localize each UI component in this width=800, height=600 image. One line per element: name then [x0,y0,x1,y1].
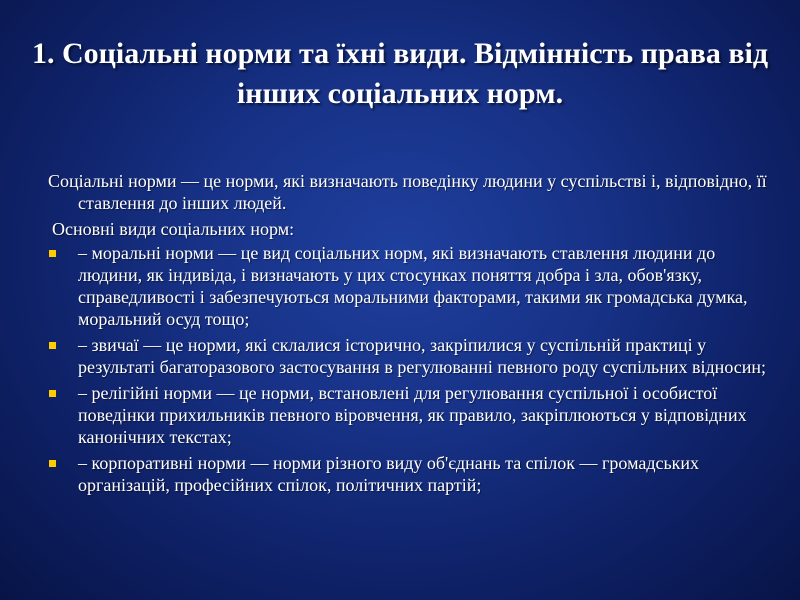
subheading: Основні види соціальних норм: [52,219,295,239]
list-item [48,242,770,330]
list-item [48,452,770,496]
square-bullet-icon [49,460,56,467]
list-item-text: – звичаї — це норми, які склалися історично, закріпилися у суспільній практиці у результаті багаторазового застосування в регулюванні певного роду суспільних відносин; [78,335,767,377]
list-item-text: – релігійні норми — це норми, встановлені для регулювання суспільної і особистої поведінки прихильників певного віровчення, як правило, закріплюються у відповідних канонічних текстах; [78,383,747,447]
slide-title: 1. Соціальні норми та їхні види. Відмінність права від інших соціальних норм. [31,37,769,110]
square-bullet-icon [49,342,56,349]
intro-paragraph: Соціальні норми — це норми, які визначають поведінку людини у суспільстві і, відповідно, її ставлення до інших людей. [48,171,767,213]
square-bullet-icon [49,390,56,397]
list-item-text: – моральні норми — це вид соціальних норм, які визначають ставлення людини до людини, як індивіда, і визначають у цих стосунках поняття добра і зла, обов'язку, справедливості і забезпечуються моральними факторами, такими як громадська думка, моральний осуд тощо; [78,243,748,329]
list-item-text: – корпоративні норми — норми різного виду об'єднань та спілок — громадських організацій, професійних спілок, політичних партій; [78,453,700,495]
slide-body [48,170,770,500]
list-item [48,382,770,448]
norms-list [48,242,770,496]
list-item [48,334,770,378]
square-bullet-icon [49,250,56,257]
